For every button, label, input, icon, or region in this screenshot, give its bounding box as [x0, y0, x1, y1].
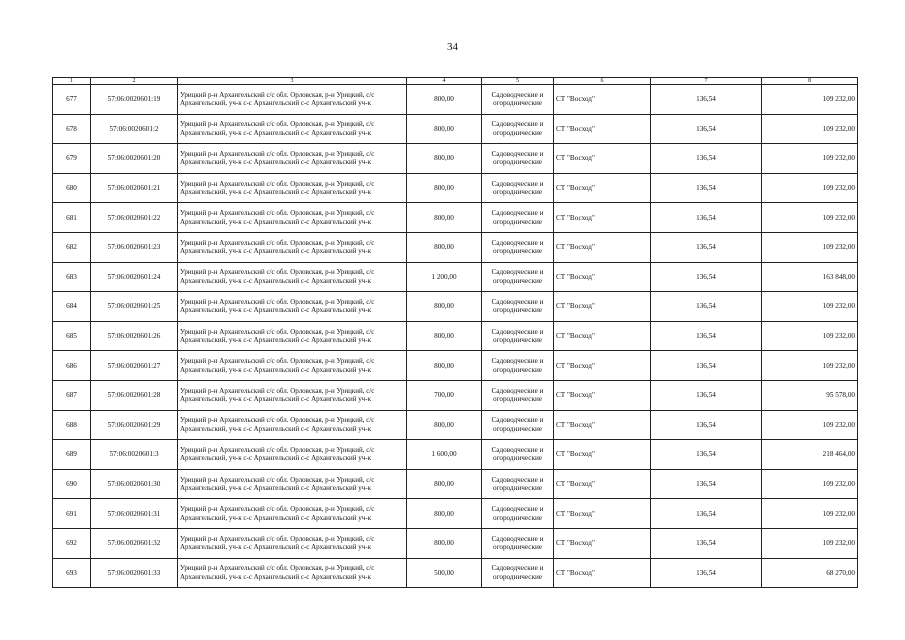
unit-price: 136,54: [651, 114, 762, 144]
land-use-line-1: Садоводческие и: [491, 238, 544, 247]
cadastral-cost: 95 578,00: [762, 380, 858, 410]
unit-price: 136,54: [651, 351, 762, 381]
unit-price: 136,54: [651, 144, 762, 174]
cadastral-number: 57:06:0020601:23: [91, 232, 178, 262]
land-use-line-2: огороднические: [493, 424, 542, 433]
land-use-line-1: Садоводческие и: [491, 90, 544, 99]
cadastral-number: 57:06:0020601:27: [91, 351, 178, 381]
address-cell: [178, 203, 407, 233]
land-use-line-2: огороднические: [493, 276, 542, 285]
table-row: [53, 232, 858, 262]
unit-price: 136,54: [651, 292, 762, 322]
address-line-2: Архангельский, уч-к с-с Архангельский с-с Архангельский уч-к: [180, 247, 372, 256]
land-use-line-1: Садоводческие и: [491, 475, 544, 484]
page-number: 34: [447, 41, 458, 53]
land-use-line-1: Садоводческие и: [491, 268, 544, 277]
land-use-cell: [482, 321, 554, 351]
unit-price: 136,54: [651, 440, 762, 470]
cadastral-cost: 163 848,00: [762, 262, 858, 292]
address-line-2: Архангельский, уч-к с-с Архангельский с-с Архангельский уч-к: [180, 513, 372, 522]
organization-name: СТ "Восход": [554, 232, 651, 262]
land-use-line-1: Садоводческие и: [491, 120, 544, 129]
cadastral-cost: 109 232,00: [762, 173, 858, 203]
cadastral-cost: 109 232,00: [762, 499, 858, 529]
cadastral-number: 57:06:0020601:19: [91, 85, 178, 115]
land-use-line-1: Садоводческие и: [491, 179, 544, 188]
row-number: 679: [53, 144, 91, 174]
address-cell: [178, 440, 407, 470]
unit-price: 136,54: [651, 321, 762, 351]
address-line-1: Урицкий р-н Архангельский с/с обл. Орловская, р-н Урицкий, с/с: [180, 268, 375, 277]
row-number: 688: [53, 410, 91, 440]
land-use-line-2: огороднические: [493, 247, 542, 256]
row-number: 682: [53, 232, 91, 262]
address-cell: [178, 528, 407, 558]
row-number: 690: [53, 469, 91, 499]
cadastral-number: 57:06:0020601:20: [91, 144, 178, 174]
unit-price: 136,54: [651, 558, 762, 588]
cadastral-cost: 109 232,00: [762, 321, 858, 351]
land-use-line-1: Садоводческие и: [491, 149, 544, 158]
table-row: [53, 469, 858, 499]
land-use-line-2: огороднические: [493, 99, 542, 108]
address-line-2: Архангельский, уч-к с-с Архангельский с-с Архангельский уч-к: [180, 395, 372, 404]
column-header-2: 2: [91, 78, 178, 85]
land-use-cell: [482, 114, 554, 144]
cadastral-cost: 109 232,00: [762, 203, 858, 233]
unit-price: 136,54: [651, 499, 762, 529]
cadastral-number: 57:06:0020601:3: [91, 440, 178, 470]
column-header-8: 8: [762, 78, 858, 85]
address-cell: [178, 321, 407, 351]
address-line-2: Архангельский, уч-к с-с Архангельский с-с Архангельский уч-к: [180, 158, 372, 167]
address-line-2: Архангельский, уч-к с-с Архангельский с-с Архангельский уч-к: [180, 543, 372, 552]
address-cell: [178, 232, 407, 262]
cadastral-number: 57:06:0020601:24: [91, 262, 178, 292]
table-row: [53, 351, 858, 381]
table-body: [53, 85, 858, 588]
cadastral-cost: 109 232,00: [762, 528, 858, 558]
area-value: 800,00: [407, 173, 482, 203]
address-line-1: Урицкий р-н Архангельский с/с обл. Орловская, р-н Урицкий, с/с: [180, 120, 375, 129]
area-value: 800,00: [407, 469, 482, 499]
address-line-1: Урицкий р-н Архангельский с/с обл. Орловская, р-н Урицкий, с/с: [180, 534, 375, 543]
land-use-line-1: Садоводческие и: [491, 505, 544, 514]
address-line-2: Архангельский, уч-к с-с Архангельский с-с Архангельский уч-к: [180, 188, 372, 197]
land-use-cell: [482, 351, 554, 381]
address-line-1: Урицкий р-н Архангельский с/с обл. Орловская, р-н Урицкий, с/с: [180, 505, 375, 514]
address-line-2: Архангельский, уч-к с-с Архангельский с-с Архангельский уч-к: [180, 217, 372, 226]
row-number: 678: [53, 114, 91, 144]
organization-name: СТ "Восход": [554, 351, 651, 381]
address-line-2: Архангельский, уч-к с-с Архангельский с-с Архангельский уч-к: [180, 306, 372, 315]
land-use-cell: [482, 558, 554, 588]
land-use-line-2: огороднические: [493, 336, 542, 345]
land-use-line-2: огороднические: [493, 513, 542, 522]
land-use-cell: [482, 410, 554, 440]
land-use-line-1: Садоводческие и: [491, 386, 544, 395]
area-value: 800,00: [407, 85, 482, 115]
table-row: [53, 410, 858, 440]
land-use-line-2: огороднические: [493, 217, 542, 226]
header-row: [53, 78, 858, 85]
address-cell: [178, 380, 407, 410]
table-row: [53, 114, 858, 144]
unit-price: 136,54: [651, 469, 762, 499]
organization-name: СТ "Восход": [554, 440, 651, 470]
land-plot-table: [52, 77, 858, 588]
land-use-line-2: огороднические: [493, 543, 542, 552]
area-value: 1 200,00: [407, 262, 482, 292]
land-use-line-2: огороднические: [493, 572, 542, 581]
land-use-line-2: огороднические: [493, 395, 542, 404]
organization-name: СТ "Восход": [554, 321, 651, 351]
table-row: [53, 203, 858, 233]
address-line-1: Урицкий р-н Архангельский с/с обл. Орловская, р-н Урицкий, с/с: [180, 238, 375, 247]
row-number: 681: [53, 203, 91, 233]
land-use-line-1: Садоводческие и: [491, 416, 544, 425]
area-value: 700,00: [407, 380, 482, 410]
unit-price: 136,54: [651, 262, 762, 292]
organization-name: СТ "Восход": [554, 85, 651, 115]
table-row: [53, 173, 858, 203]
land-use-cell: [482, 173, 554, 203]
land-use-line-1: Садоводческие и: [491, 357, 544, 366]
land-use-cell: [482, 203, 554, 233]
row-number: 685: [53, 321, 91, 351]
land-use-cell: [482, 380, 554, 410]
address-line-1: Урицкий р-н Архангельский с/с обл. Орловская, р-н Урицкий, с/с: [180, 564, 375, 573]
area-value: 500,00: [407, 558, 482, 588]
organization-name: СТ "Восход": [554, 558, 651, 588]
address-line-1: Урицкий р-н Архангельский с/с обл. Орловская, р-н Урицкий, с/с: [180, 445, 375, 454]
address-line-2: Архангельский, уч-к с-с Архангельский с-с Архангельский уч-к: [180, 336, 372, 345]
land-use-line-2: огороднические: [493, 365, 542, 374]
cadastral-number: 57:06:0020601:2: [91, 114, 178, 144]
row-number: 683: [53, 262, 91, 292]
land-use-line-2: огороднические: [493, 188, 542, 197]
area-value: 800,00: [407, 114, 482, 144]
cadastral-number: 57:06:0020601:26: [91, 321, 178, 351]
unit-price: 136,54: [651, 85, 762, 115]
organization-name: СТ "Восход": [554, 528, 651, 558]
table-row: [53, 558, 858, 588]
organization-name: СТ "Восход": [554, 380, 651, 410]
address-line-1: Урицкий р-н Архангельский с/с обл. Орловская, р-н Урицкий, с/с: [180, 90, 375, 99]
address-cell: [178, 469, 407, 499]
row-number: 689: [53, 440, 91, 470]
organization-name: СТ "Восход": [554, 114, 651, 144]
address-line-1: Урицкий р-н Архангельский с/с обл. Орловская, р-н Урицкий, с/с: [180, 179, 375, 188]
address-line-2: Архангельский, уч-к с-с Архангельский с-с Архангельский уч-к: [180, 365, 372, 374]
address-cell: [178, 114, 407, 144]
table-row: [53, 292, 858, 322]
land-use-line-1: Садоводческие и: [491, 209, 544, 218]
cadastral-number: 57:06:0020601:21: [91, 173, 178, 203]
unit-price: 136,54: [651, 528, 762, 558]
cadastral-cost: 68 270,00: [762, 558, 858, 588]
table-row: [53, 528, 858, 558]
address-line-2: Архангельский, уч-к с-с Архангельский с-с Архангельский уч-к: [180, 99, 372, 108]
column-header-5: 5: [482, 78, 554, 85]
organization-name: СТ "Восход": [554, 292, 651, 322]
address-cell: [178, 173, 407, 203]
row-number: 693: [53, 558, 91, 588]
column-header-1: 1: [53, 78, 91, 85]
table-row: [53, 144, 858, 174]
address-cell: [178, 144, 407, 174]
address-cell: [178, 262, 407, 292]
row-number: 677: [53, 85, 91, 115]
land-use-line-2: огороднические: [493, 128, 542, 137]
table-row: [53, 499, 858, 529]
table-row: [53, 440, 858, 470]
area-value: 800,00: [407, 321, 482, 351]
unit-price: 136,54: [651, 203, 762, 233]
organization-name: СТ "Восход": [554, 499, 651, 529]
row-number: 684: [53, 292, 91, 322]
land-use-cell: [482, 469, 554, 499]
cadastral-number: 57:06:0020601:25: [91, 292, 178, 322]
row-number: 686: [53, 351, 91, 381]
cadastral-number: 57:06:0020601:22: [91, 203, 178, 233]
address-line-1: Урицкий р-н Архангельский с/с обл. Орловская, р-н Урицкий, с/с: [180, 357, 375, 366]
table-row: [53, 85, 858, 115]
land-use-line-1: Садоводческие и: [491, 445, 544, 454]
cadastral-number: 57:06:0020601:28: [91, 380, 178, 410]
area-value: 800,00: [407, 232, 482, 262]
unit-price: 136,54: [651, 173, 762, 203]
row-number: 680: [53, 173, 91, 203]
organization-name: СТ "Восход": [554, 144, 651, 174]
address-line-2: Архангельский, уч-к с-с Архангельский с-с Архангельский уч-к: [180, 128, 372, 137]
land-use-cell: [482, 144, 554, 174]
address-line-1: Урицкий р-н Архангельский с/с обл. Орловская, р-н Урицкий, с/с: [180, 386, 375, 395]
cadastral-number: 57:06:0020601:29: [91, 410, 178, 440]
address-cell: [178, 499, 407, 529]
land-use-cell: [482, 262, 554, 292]
area-value: 800,00: [407, 351, 482, 381]
unit-price: 136,54: [651, 410, 762, 440]
table-header: [53, 78, 858, 85]
address-line-2: Архангельский, уч-к с-с Архангельский с-с Архангельский уч-к: [180, 454, 372, 463]
unit-price: 136,54: [651, 232, 762, 262]
land-use-cell: [482, 232, 554, 262]
land-use-line-1: Садоводческие и: [491, 534, 544, 543]
column-header-6: 6: [554, 78, 651, 85]
address-line-1: Урицкий р-н Архангельский с/с обл. Орловская, р-н Урицкий, с/с: [180, 327, 375, 336]
cadastral-number: 57:06:0020601:32: [91, 528, 178, 558]
cadastral-cost: 109 232,00: [762, 469, 858, 499]
address-cell: [178, 558, 407, 588]
organization-name: СТ "Восход": [554, 203, 651, 233]
table-row: [53, 380, 858, 410]
land-use-cell: [482, 85, 554, 115]
address-line-1: Урицкий р-н Архангельский с/с обл. Орловская, р-н Урицкий, с/с: [180, 416, 375, 425]
cadastral-cost: 109 232,00: [762, 351, 858, 381]
organization-name: СТ "Восход": [554, 262, 651, 292]
area-value: 800,00: [407, 203, 482, 233]
area-value: 800,00: [407, 528, 482, 558]
area-value: 1 600,00: [407, 440, 482, 470]
land-use-line-2: огороднические: [493, 454, 542, 463]
land-use-line-1: Садоводческие и: [491, 327, 544, 336]
row-number: 687: [53, 380, 91, 410]
land-use-cell: [482, 440, 554, 470]
area-value: 800,00: [407, 410, 482, 440]
cadastral-cost: 109 232,00: [762, 85, 858, 115]
address-line-1: Урицкий р-н Архангельский с/с обл. Орловская, р-н Урицкий, с/с: [180, 209, 375, 218]
cadastral-cost: 109 232,00: [762, 114, 858, 144]
address-cell: [178, 410, 407, 440]
address-line-2: Архангельский, уч-к с-с Архангельский с-с Архангельский уч-к: [180, 484, 372, 493]
land-use-line-1: Садоводческие и: [491, 297, 544, 306]
area-value: 800,00: [407, 144, 482, 174]
column-header-3: 3: [178, 78, 407, 85]
land-use-cell: [482, 528, 554, 558]
column-header-4: 4: [407, 78, 482, 85]
cadastral-cost: 109 232,00: [762, 410, 858, 440]
row-number: 692: [53, 528, 91, 558]
table-row: [53, 321, 858, 351]
cadastral-cost: 109 232,00: [762, 292, 858, 322]
address-line-1: Урицкий р-н Архангельский с/с обл. Орловская, р-н Урицкий, с/с: [180, 297, 375, 306]
address-cell: [178, 351, 407, 381]
address-cell: [178, 292, 407, 322]
address-line-1: Урицкий р-н Архангельский с/с обл. Орловская, р-н Урицкий, с/с: [180, 475, 375, 484]
land-use-line-2: огороднические: [493, 306, 542, 315]
column-header-7: 7: [651, 78, 762, 85]
organization-name: СТ "Восход": [554, 469, 651, 499]
address-cell: [178, 85, 407, 115]
land-use-line-2: огороднические: [493, 158, 542, 167]
cadastral-cost: 218 464,00: [762, 440, 858, 470]
land-use-cell: [482, 499, 554, 529]
address-line-1: Урицкий р-н Архангельский с/с обл. Орловская, р-н Урицкий, с/с: [180, 149, 375, 158]
unit-price: 136,54: [651, 380, 762, 410]
organization-name: СТ "Восход": [554, 173, 651, 203]
address-line-2: Архангельский, уч-к с-с Архангельский с-с Архангельский уч-к: [180, 424, 372, 433]
address-line-2: Архангельский, уч-к с-с Архангельский с-с Архангельский уч-к: [180, 572, 372, 581]
cadastral-cost: 109 232,00: [762, 232, 858, 262]
cadastral-number: 57:06:0020601:31: [91, 499, 178, 529]
table-row: [53, 262, 858, 292]
area-value: 800,00: [407, 292, 482, 322]
cadastral-number: 57:06:0020601:33: [91, 558, 178, 588]
organization-name: СТ "Восход": [554, 410, 651, 440]
cadastral-number: 57:06:0020601:30: [91, 469, 178, 499]
land-use-line-1: Садоводческие и: [491, 564, 544, 573]
row-number: 691: [53, 499, 91, 529]
address-line-2: Архангельский, уч-к с-с Архангельский с-с Архангельский уч-к: [180, 276, 372, 285]
land-use-cell: [482, 292, 554, 322]
area-value: 800,00: [407, 499, 482, 529]
land-use-line-2: огороднические: [493, 484, 542, 493]
cadastral-cost: 109 232,00: [762, 144, 858, 174]
